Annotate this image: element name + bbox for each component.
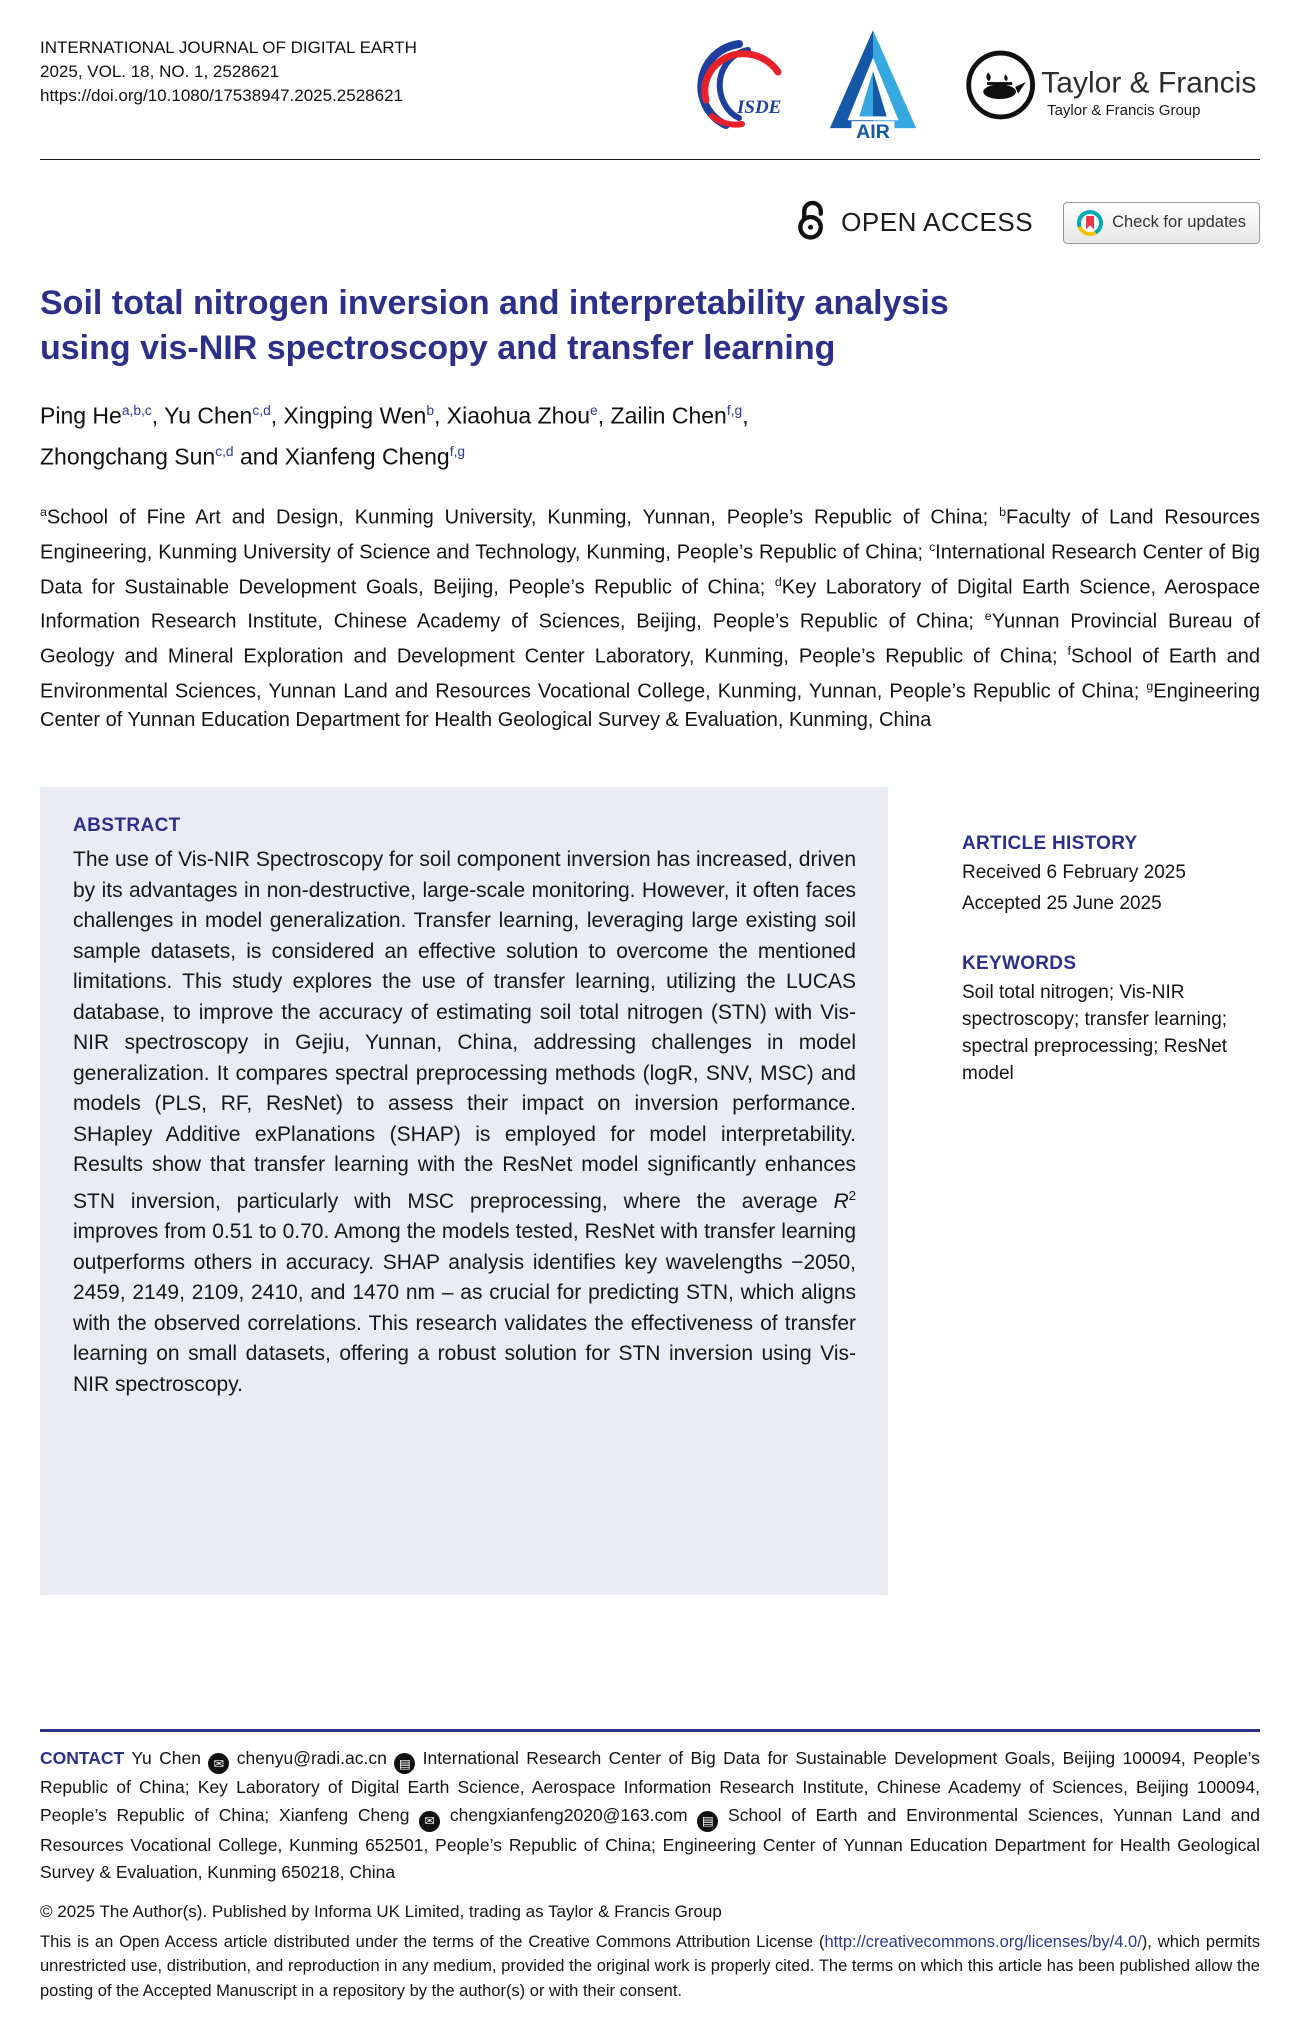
tf-logo-name: Taylor & Francis	[1041, 66, 1257, 100]
check-for-updates-button[interactable]	[1063, 202, 1260, 244]
received-date: Received 6 February 2025	[962, 862, 1186, 884]
article-meta-sidebar	[962, 787, 1260, 1595]
publisher-logos	[682, 26, 1260, 147]
keywords-block	[962, 953, 1260, 1087]
isde-logo-label: ISDE	[737, 97, 782, 118]
check-for-updates-label: Check for updates	[1112, 213, 1246, 231]
affiliations: $^a$School of Fine Art and Design, Kunming University, Kunming, Yunnan, People’s Republic of China; $^b$Faculty of Land Resources Engineering, Kunming University of Science and Technology, Kunming, People’s Republic of China; $^c$International Research Center of Big Data for Sustainable Development Goals, Beijing, People’s Republic of China; $^d$Key Laboratory of Digital Earth Science, Aerospace Information Research Institute, Chinese Academy of Sciences, Beijing, People’s Republic of China; $^e$Yunnan Provincial Bureau of Geology and Mineral Exploration and Development Center Laboratory, Kunming, People’s Republic of China; $^f$School of Earth and Environmental Sciences, Yunnan Land and Resources Vocational College, Kunming, Yunnan, People’s Republic of China; $^g$Engineering Center of Yunnan Education Department for Health Geological Survey & Evaluation, Kunming, China	[40, 505, 1260, 732]
abstract-text: The use of Vis-NIR Spectroscopy for soil component inversion has increased, driven by its advantages in non-destructive, large-scale monitoring. However, it often faces challenges in model generalization. Transfer learning, leveraging large existing soil sample datasets, is considered an effective solution to overcome the mentioned limitations. This study explores the use of transfer learning, utilizing the LUCAS database, to improve the accuracy of estimating soil total nitrogen (STN) with Vis-NIR spectroscopy in Gejiu, Yunnan, China, addressing challenges in model generalization. It compares spectral preprocessing methods (logR, SNV, MSC) and models (PLS, RF, ResNet) to assess their impact on inversion performance. SHapley Additive exPlanations (SHAP) is employed for model interpretability. Results show that transfer learning with the ResNet model significantly enhances STN inversion, particularly with MSC preprocessing, where the average $R^2$ improves from 0.51 to 0.70. Among the models tested, ResNet with transfer learning outperforms others in accuracy. SHAP analysis identifies key wavelengths −2050, 2459, 2149, 2109, 2410, and 1470 nm – as crucial for predicting STN, which aligns with the observed correlations. This research validates the effectiveness of transfer learning on small datasets, offering a robust solution for STN inversion using Vis-NIR spectroscopy.	[73, 848, 856, 1396]
tf-logo-group: Taylor & Francis Group	[1047, 101, 1201, 119]
mail-icon: ✉	[208, 1753, 229, 1774]
article-title-line-2: using vis-NIR spectroscopy and transfer learning	[40, 329, 836, 367]
abstract-box	[40, 787, 888, 1595]
journal-header	[40, 36, 1260, 160]
author-list: Ping He$^{a,b,c}$, Yu Chen$^{c,d}$, Xingping Wen$^b$, Xiaohua Zhou$^e$, Zailin Chen$^{f,g}$, Zhongchang Sun$^{c,d}$ and Xianfeng Cheng$^{f,g}$	[40, 402, 749, 470]
journal-volume-line: 2025, VOL. 18, NO. 1, 2528621	[40, 62, 280, 81]
air-logo-icon	[826, 26, 920, 147]
address-icon: ▤	[394, 1753, 415, 1774]
contact-paragraph: CONTACT Yu Chen ✉ chenyu@radi.ac.cn ▤ International Research Center of Big Data for Sustainable Development Goals, Beijing 100094, People’s Republic of China; Key Laboratory of Digital Earth Science, Aerospace Information Research Institute, Chinese Academy of Sciences, Beijing 100094, People’s Republic of China; Xianfeng Cheng ✉ chengxianfeng2020@163.com ▤ School of Earth and Environmental Sciences, Yunnan Land and Resources Vocational College, Kunming 652501, People’s Republic of China; Engineering Center of Yunnan Education Department for Health Geological Survey & Evaluation, Kunming 650218, China	[40, 1747, 1260, 1882]
footer-rule	[40, 1729, 1260, 1732]
first-page-footer	[40, 1729, 1260, 2003]
article-history-heading: ARTICLE HISTORY	[962, 833, 1138, 855]
open-access-icon	[796, 198, 829, 247]
isde-logo-icon	[682, 38, 786, 135]
accepted-date: Accepted 25 June 2025	[962, 893, 1162, 915]
journal-info	[40, 36, 417, 108]
crossmark-icon	[1077, 210, 1103, 236]
open-access-badge	[796, 198, 1033, 247]
article-title	[40, 281, 1260, 371]
journal-name: INTERNATIONAL JOURNAL OF DIGITAL EARTH	[40, 38, 417, 57]
taylor-francis-logo	[960, 42, 1260, 131]
air-logo-label: AIR	[856, 120, 890, 142]
access-row	[40, 198, 1260, 247]
abstract-heading: ABSTRACT	[73, 815, 181, 837]
doi-link[interactable]: https://doi.org/10.1080/17538947.2025.2528621	[40, 86, 403, 105]
keywords-text: Soil total nitrogen; Vis-NIR spectroscopy; transfer learning; spectral preprocessing; ResNet model	[962, 982, 1228, 1085]
address-icon: ▤	[697, 1811, 718, 1832]
article-title-line-1: Soil total nitrogen inversion and interpretability analysis	[40, 284, 949, 322]
abstract-section	[40, 787, 1260, 1595]
copyright-line: © 2025 The Author(s). Published by Informa UK Limited, trading as Taylor & Francis Group	[40, 1901, 722, 1921]
open-access-label: OPEN ACCESS	[841, 207, 1034, 237]
license-paragraph: This is an Open Access article distributed under the terms of the Creative Commons Attribution License (http://creativecommons.org/licenses/by/4.0/), which permits unrestricted use, distribution, and reproduction in any medium, provided the original work is properly cited. The terms on which this article has been published allow the posting of the Accepted Manuscript in a repository by the author(s) or with their consent.	[40, 1932, 1260, 2000]
mail-icon: ✉	[419, 1811, 440, 1832]
license-link[interactable]: http://creativecommons.org/licenses/by/4.0/	[824, 1932, 1142, 1951]
keywords-heading: KEYWORDS	[962, 953, 1077, 975]
